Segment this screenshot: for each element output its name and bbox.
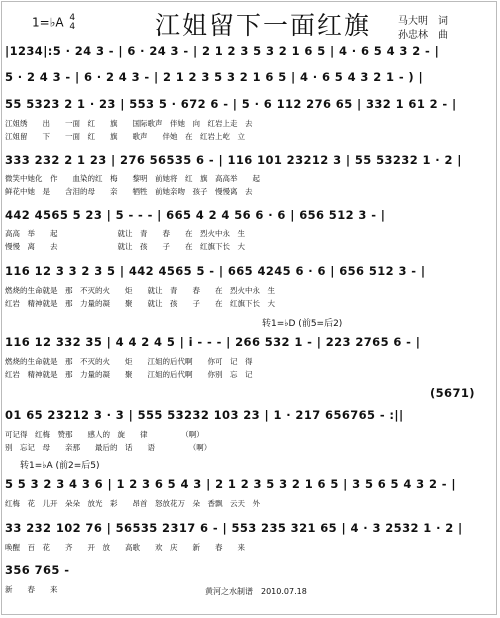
score-line-3: 55 5323 2 1 · 23 | 553 5 · 672 6 - | 5 · 6 112 276 65 | 332 1 61 2 - | bbox=[5, 97, 457, 111]
interlude-notes: (5671) bbox=[430, 386, 475, 400]
lyric-line-4b: 鲜花中她 是 含泪的母 亲 牺牲 前她亲吻 孩子 慢慢离 去 bbox=[5, 187, 253, 196]
modulation-note-2: 转1=♭A (前2=后5) bbox=[20, 461, 100, 471]
lyric-line-6b: 红岩 精神就是 那 力量的凝 聚 就让 孩 子 在 红旗下长 大 bbox=[5, 299, 275, 308]
score-line-10: 33 232 102 76 | 56535 2317 6 - | 553 235 321 65 | 4 · 3 2532 1 · 2 | bbox=[5, 521, 463, 535]
lyric-line-6a: 燃烧的生命就是 那 不灭的火 炬 就让 青 春 在 烈火中永 生 bbox=[5, 286, 275, 295]
lyric-line-5a: 高高 举 起 就让 青 春 在 烈火中永 生 bbox=[5, 229, 245, 238]
lyric-line-7a: 燃烧的生命就是 那 不灭的火 炬 江姐的后代啊 你可 记 得 bbox=[5, 357, 253, 366]
composer-credit: 孙忠林 曲 bbox=[398, 30, 448, 41]
footer-credit: 黄河之水制谱 2010.07.18 bbox=[205, 587, 307, 596]
song-title: 江姐留下一面红旗 bbox=[155, 11, 372, 40]
time-signature bbox=[69, 14, 75, 32]
score-line-11: 356 765 - bbox=[5, 563, 70, 577]
meter-top: 4 bbox=[69, 13, 76, 23]
lyricist-credit: 马大明 词 bbox=[398, 16, 448, 27]
lyric-line-3a: 江姐绣 出 一面 红 旗 国际歌声 伴她 向 红岩上走 去 bbox=[5, 119, 253, 128]
key-signature bbox=[32, 14, 75, 32]
score-line-6: 116 12 3 3 2 3 5 | 442 4565 5 - | 665 4245 6 · 6 | 656 512 3 - | bbox=[5, 264, 426, 278]
key-label: 1=♭A bbox=[32, 15, 64, 30]
modulation-note-1: 转1=♭D (前5=后2) bbox=[262, 319, 343, 329]
score-line-7: 116 12 332 35 | 4 4 2 4 5 | i - - - | 266 532 1 - | 223 2765 6 - | bbox=[5, 335, 421, 349]
lyric-line-11: 新 春 来 bbox=[5, 585, 58, 594]
lyric-line-8b: 别 忘记 母 亲那 最后的 话 语 （啊） bbox=[5, 443, 212, 452]
score-line-2: 5 · 2 4 3 - | 6 · 2 4 3 - | 2 1 2 3 5 3 2 1 6 5 | 4 · 6 5 4 3 2 1 - ) | bbox=[5, 70, 424, 84]
score-line-9: 5 5 3 2 3 4 3 6 | 1 2 3 6 5 4 3 | 2 1 2 3 5 3 2 1 6 5 | 3 5 6 5 4 3 2 - | bbox=[5, 477, 456, 491]
lyric-line-3b: 江姐留 下 一面 红 旗 歌声 伴她 在 红岩上屹 立 bbox=[5, 132, 245, 141]
score-line-5: 442 4565 5 23 | 5 - - - | 665 4 2 4 56 6 · 6 | 656 512 3 - | bbox=[5, 208, 386, 222]
score-line-4: 333 232 2 1 23 | 276 56535 6 - | 116 101 23212 3 | 55 53232 1 · 2 | bbox=[5, 153, 462, 167]
meter-bottom: 4 bbox=[69, 22, 76, 32]
lyric-line-10: 唤醒 百 花 齐 开 放 高歌 欢 庆 新 春 来 bbox=[5, 543, 245, 552]
score-line-8: 01 65 23212 3 · 3 | 555 53232 103 23 | 1 · 217 656765 - :|| bbox=[5, 408, 404, 422]
lyric-line-5b: 慢慢 离 去 就让 孩 子 在 红旗下长 大 bbox=[5, 242, 245, 251]
lyric-line-8a: 可记得 红梅 赞那 感人的 旋 律 （啊） bbox=[5, 430, 204, 439]
score-line-1: |1234|:5 · 24 3 - | 6 · 24 3 - | 2 1 2 3 5 3 2 1 6 5 | 4 · 6 5 4 3 2 - | bbox=[5, 44, 440, 58]
lyric-line-9: 红梅 花 儿开 朵朵 放光 彩 昂首 怒放花万 朵 香飘 云天 外 bbox=[5, 499, 260, 508]
lyric-line-7b: 红岩 精神就是 那 力量的凝 聚 江姐的后代啊 你别 忘 记 bbox=[5, 370, 253, 379]
lyric-line-4a: 微笑中她化 作 血染的红 梅 黎明 前她将 红 旗 高高举 起 bbox=[5, 174, 260, 183]
